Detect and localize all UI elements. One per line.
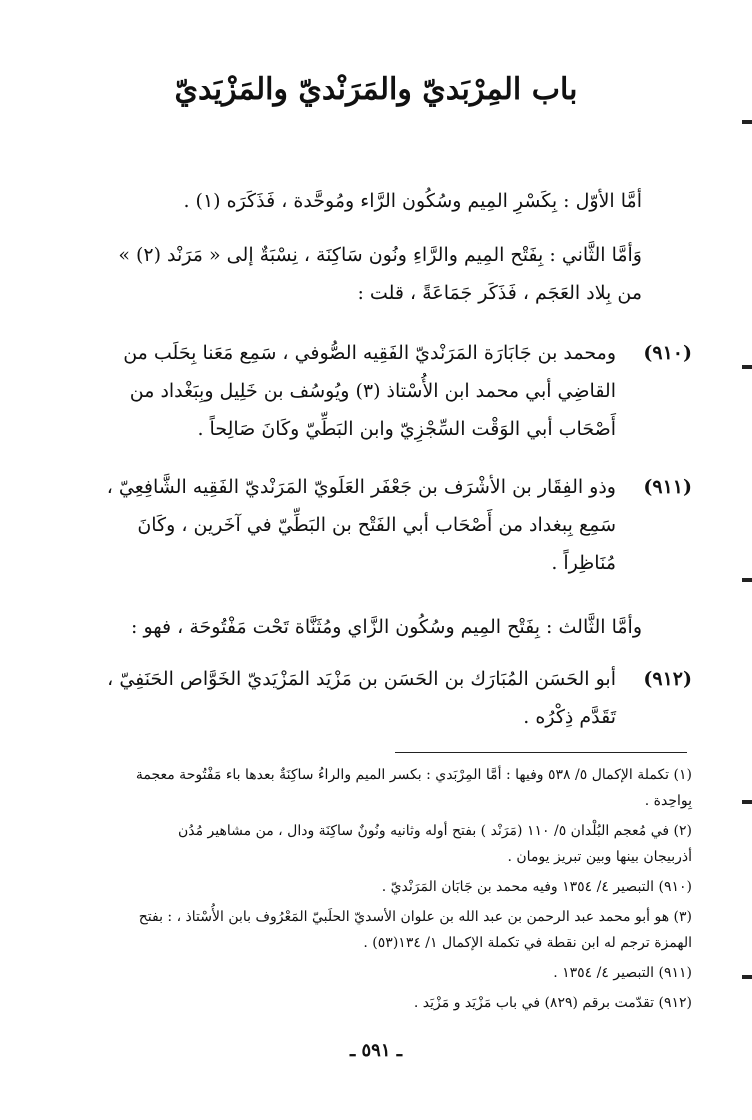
- text-line: القاضِي أبي محمد ابن الأُسْتاذ (٣) ويُوسُف بن خَلِيل وبِبَغْداد من: [129, 380, 616, 402]
- text-line: وذو الفِقَار بن الأشْرَف بن جَعْفَر العَلَويّ المَرَنْديّ الفَقِيه الشَّافِعِيّ ،: [106, 476, 616, 498]
- entry-number: (٩١٢): [643, 668, 692, 690]
- entry-text: [52, 468, 616, 582]
- footnote-line: (٩١٠) التبصير ٤/ ١٣٥٤ وفيه محمد بن جَابَان المَرَنْديّ .: [381, 879, 692, 895]
- entry-text: [52, 660, 616, 736]
- text-line: أَصْحَاب أبي الوَقْت السِّجْزِيّ وابن البَطِّيّ وكَانَ صَالِحاً .: [197, 418, 616, 440]
- text-line: ومحمد بن جَابَارَة المَرَنْديّ الفَقِيه الصُّوفي ، سَمِع مَعَنا بِحَلَب من: [123, 342, 616, 364]
- footnote-line: (١) تكملة الإكمال ٥/ ٥٣٨ وفيها : أمَّا المِرْبَدي : بكسر الميم والراءُ ساكِنَةٌ بعدها باء مَفْتُوحة معجمة: [135, 767, 692, 783]
- text-line: من بِلاد العَجَم ، فَذَكَر جَمَاعَةً ، قلت :: [357, 282, 642, 304]
- footnote-line: (٩١٢) تقدّمت برقم (٨٢٩) في باب مَزْيَد و مَزْيَد .: [413, 995, 692, 1011]
- footnote-910: [52, 874, 692, 900]
- scan-edge-mark: [742, 365, 752, 369]
- page-number: ـ ٥٩١ ـ: [349, 1040, 403, 1061]
- entry-number: (٩١١): [643, 476, 692, 498]
- text-line: وَأمَّا الثَّاني : بِفَتْح المِيم والرَّاءِ ونُون سَاكِنَة ، نِسْبَةٌ إلى « مَرَنْد (٢) »: [118, 244, 642, 266]
- scan-edge-mark: [742, 800, 752, 804]
- footnote-line: الهمزة ترجم له ابن نقطة في تكملة الإكمال ١/ ١٣٤(٥٣) .: [363, 935, 692, 951]
- footnote-3: [52, 904, 692, 956]
- text-line: سَمِع بِبغداد من أَصْحَاب أبي الفَتْح بن البَطِّيّ في آخَرين ، وكَانَ: [137, 514, 616, 536]
- scan-edge-mark: [742, 120, 752, 124]
- paragraph-third: [102, 608, 642, 646]
- footnote-912: [52, 990, 692, 1016]
- entry-number: (٩١٠): [643, 342, 692, 364]
- text-line: مُنَاظِراً .: [551, 552, 616, 574]
- text-line: أبو الحَسَن المُبَارَك بن الحَسَن بن مَزْيَد المَزْيَديّ الخَوَّاص الحَنَفِيّ ،: [107, 668, 616, 690]
- footnote-line: أذربيجان بينها وبين تبريز يومان .: [507, 849, 692, 865]
- paragraph-second: [102, 236, 642, 312]
- footnote-line: بِواحِدة .: [644, 793, 692, 809]
- footnote-911: [52, 960, 692, 986]
- scan-edge-mark: [742, 975, 752, 979]
- footnote-2: [52, 818, 692, 870]
- page-title: باب المِرْبَديّ والمَرَنْديّ والمَزْيَديّ: [174, 72, 578, 107]
- text-line: تَقَدَّم ذِكْرُه .: [523, 706, 616, 728]
- footnote-divider: [395, 752, 687, 753]
- footnote-line: (٣) هو أبو محمد عبد الرحمن بن عبد الله بن علوان الأسديّ الحلَبيّ المَعْرُوف بابن الأُسْتاذ ، : بفتح: [138, 909, 692, 925]
- scan-edge-mark: [742, 578, 752, 582]
- entry-text: [52, 334, 616, 448]
- paragraph-first: [102, 182, 642, 220]
- footnote-1: [52, 762, 692, 814]
- text-line: أمَّا الأوّل : بِكَسْرِ المِيم وسُكُون الرَّاء ومُوحَّدة ، فَذَكَرَه (١) .: [183, 190, 642, 212]
- footnote-line: (٢) في مُعجم البُلْدان ٥/ ١١٠ (مَرَنْد ) بفتح أوله وثانيه ونُونٌ ساكِنَة ودال ، من مشاهير مُدُن: [177, 823, 692, 839]
- footnote-line: (٩١١) التبصير ٤/ ١٣٥٤ .: [553, 965, 692, 981]
- text-line: وأمَّا الثَّالث : بِفَتْح المِيم وسُكُون الزَّاي ومُثَنَّاة تَحْت مَفْتُوحَة ، فهو :: [131, 616, 642, 638]
